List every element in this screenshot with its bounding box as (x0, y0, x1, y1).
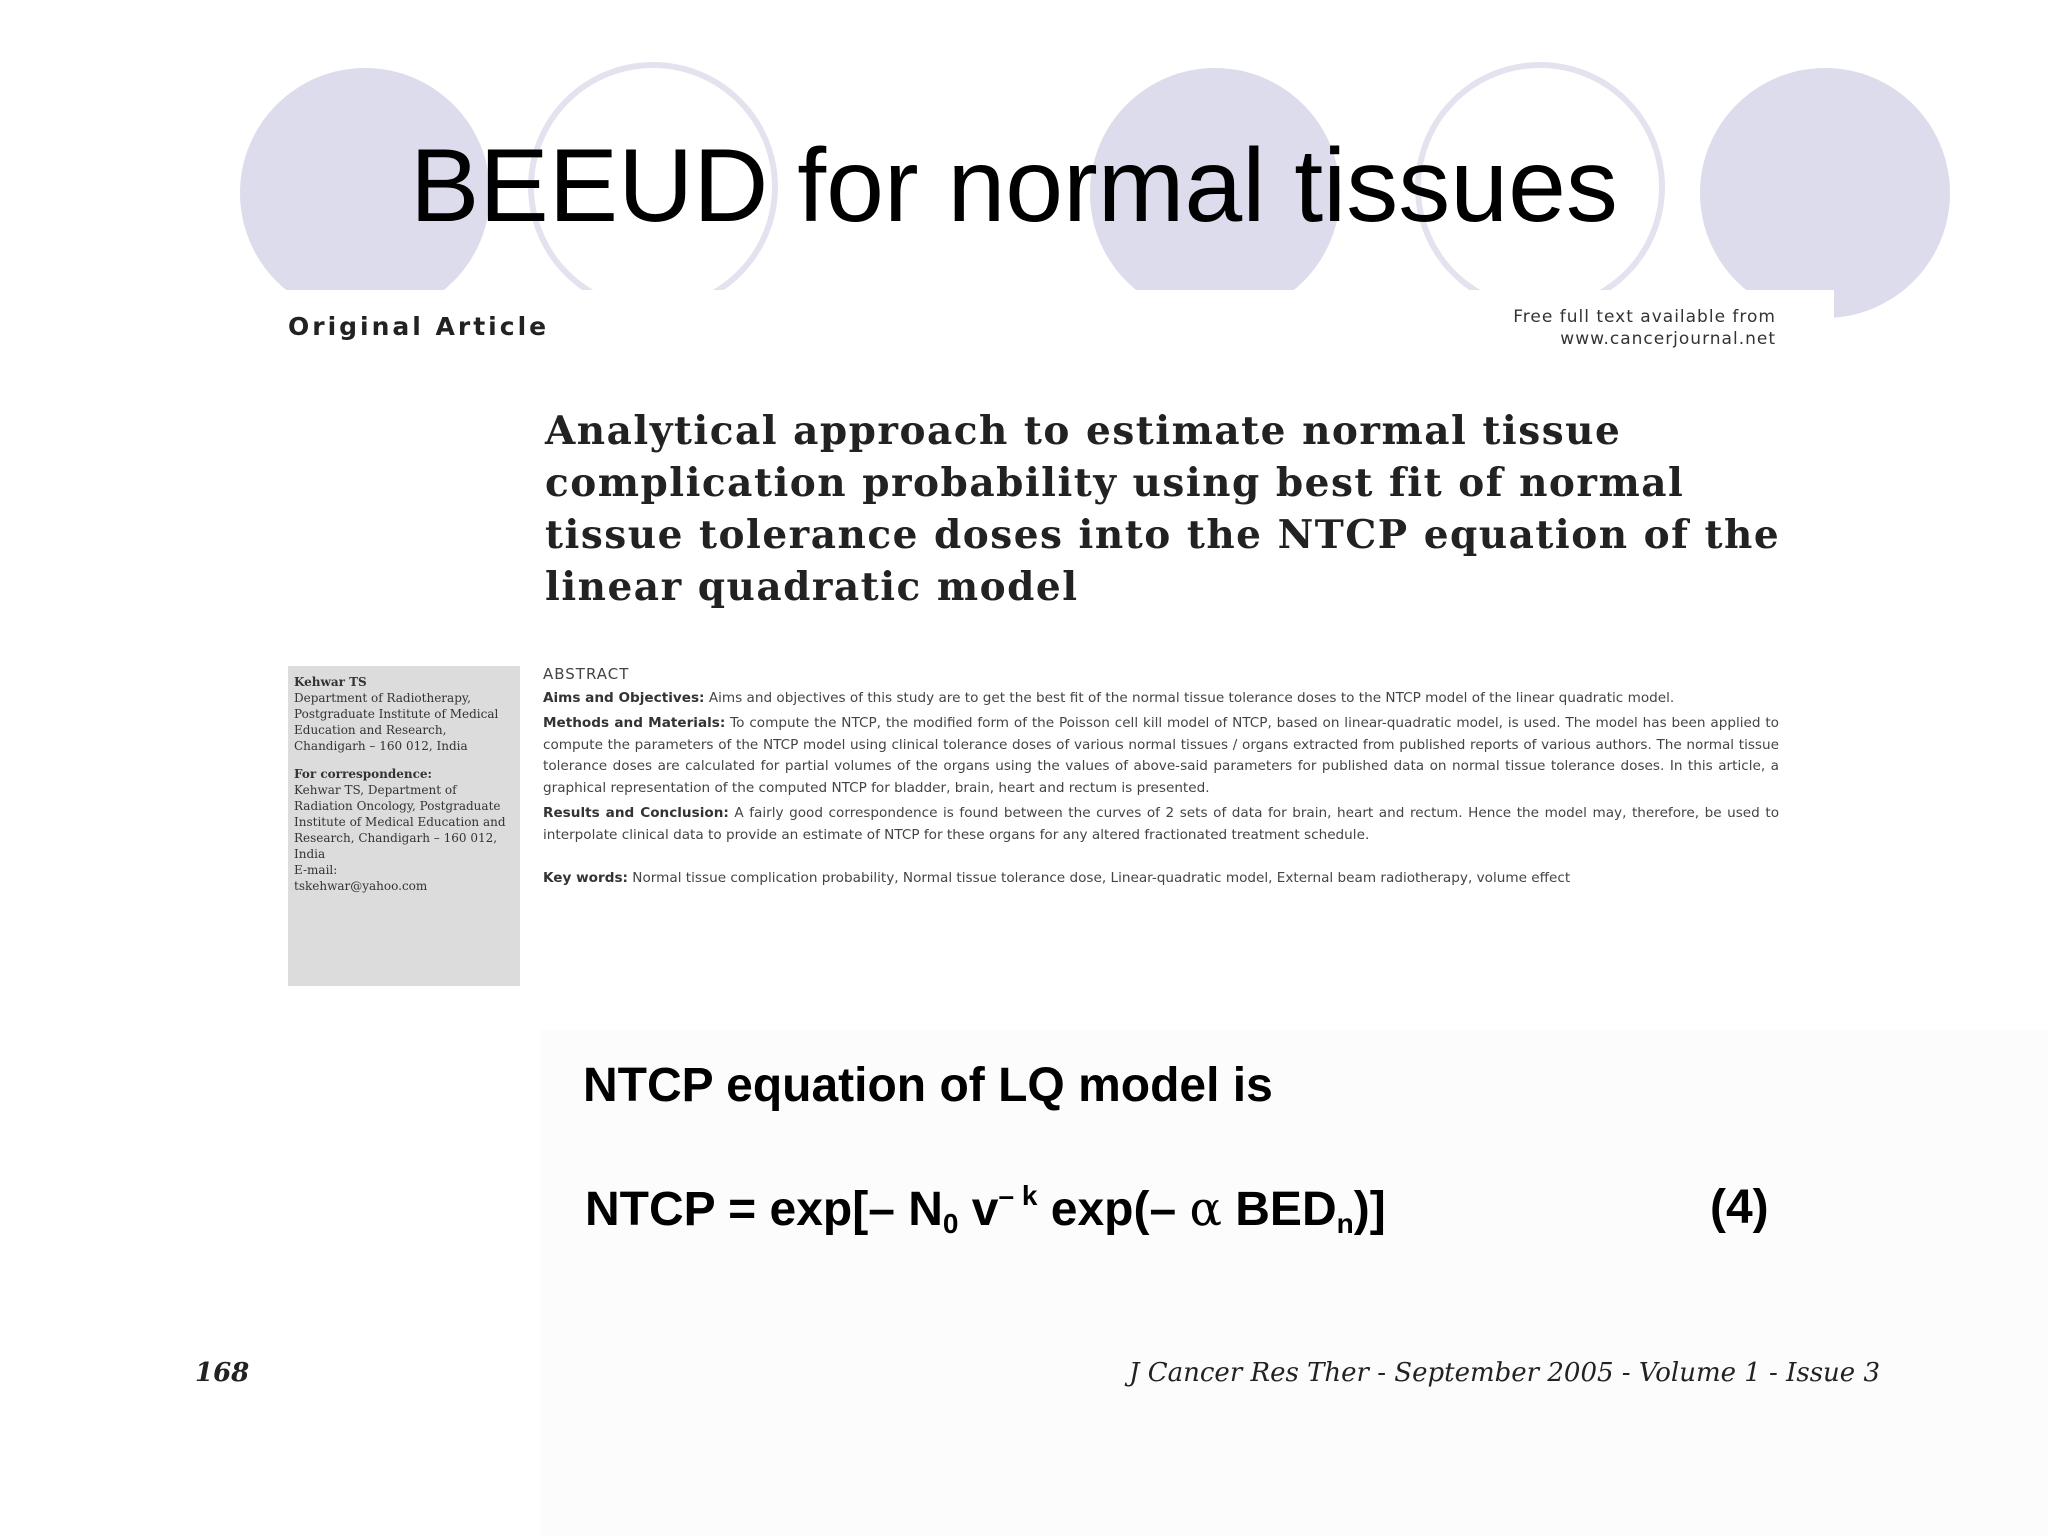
abstract-heading: ABSTRACT (543, 665, 630, 683)
eq-exp: exp(– (1037, 1183, 1190, 1236)
methods-text: To compute the NTCP, the modified form of the Poisson cell kill model of NTCP, based on linear-quadratic model, is used. The model has been applied to compute the parameters of the NTCP model using clinical tolerance doses of various normal tissues / organs extracted from published reports of various authors. The normal tissue tolerance doses are calculated for partial volumes of the organs using the values of above-said parameters for published data on normal tissue tolerance doses. In this article, a graphical representation of the computed NTCP for bladder, brain, heart and rectum is presented. (543, 715, 1779, 796)
author-affiliation: Department of Radiotherapy, Postgraduate Institute of Medical Education and Research, Chandigarh – 160 012, India (294, 691, 499, 753)
abstract-results (543, 803, 1779, 846)
aims-label: Aims and Objectives: (543, 689, 705, 706)
availability-line-1: Free full text available from (1513, 307, 1776, 327)
journal-reference: J Cancer Res Ther - September 2005 - Volume 1 - Issue 3 (1129, 1358, 1880, 1388)
methods-label: Methods and Materials: (543, 715, 726, 731)
equation-intro: NTCP equation of LQ model is (583, 1059, 1273, 1112)
correspondence-address: Kehwar TS, Department of Radiation Oncology, Postgraduate Institute of Medical Education and Research, Chandigarh – 160 012, India (294, 783, 506, 861)
aims-text: Aims and objectives of this study are to get the best fit of the normal tissue tolerance doses to the NTCP model of the linear quadratic model. (708, 689, 1675, 706)
abstract (543, 664, 1779, 894)
eq-n0-subscript: 0 (942, 1208, 959, 1239)
eq-lhs: NTCP = exp[– N (585, 1183, 943, 1236)
decor-circle-3 (1700, 68, 1950, 318)
keywords-text: Normal tissue complication probability, Normal tissue tolerance dose, Linear-quadratic model, External beam radiotherapy, volume effect (632, 870, 1571, 886)
author-name: Kehwar TS (294, 675, 367, 689)
article-title: Analytical approach to estimate normal tissue complication probability using best fit of normal tissue tolerance doses into the NTCP equation of the linear quadratic model (545, 408, 1781, 610)
email-address: tskehwar@yahoo.com (294, 879, 428, 893)
abstract-aims (543, 688, 1779, 710)
ntcp-equation (585, 1180, 1386, 1240)
article-scan (0, 290, 1834, 1030)
eq-v: v (958, 1183, 999, 1236)
availability-note (1513, 306, 1776, 350)
keywords-label: Key words: (543, 870, 628, 886)
eq-close: )] (1353, 1183, 1386, 1236)
correspondence-label: For correspondence: (294, 767, 432, 781)
results-label: Results and Conclusion: (543, 805, 729, 821)
abstract-keywords (543, 868, 1779, 890)
equation-number: (4) (1710, 1181, 1769, 1234)
article-label: Original Article (288, 312, 550, 341)
email-label: E-mail: (294, 863, 338, 877)
author-sidebar (288, 666, 520, 986)
abstract-methods (543, 713, 1779, 799)
slide-title: BEEUD for normal tissues (410, 128, 1618, 244)
eq-v-superscript: – k (998, 1180, 1038, 1211)
results-text: A fairly good correspondence is found between the curves of 2 sets of data for brain, heart and rectum. Hence the model may, therefore, be used to interpolate clinical data to provide an estimate of NTCP for these organs for any altered fractionated treatment schedule. (543, 805, 1780, 843)
eq-alpha-symbol: α (1189, 1181, 1222, 1237)
eq-bed: BED (1221, 1183, 1337, 1236)
page-number: 168 (195, 1358, 250, 1388)
availability-line-2: www.cancerjournal.net (1560, 329, 1776, 349)
eq-bed-subscript: n (1336, 1208, 1354, 1239)
